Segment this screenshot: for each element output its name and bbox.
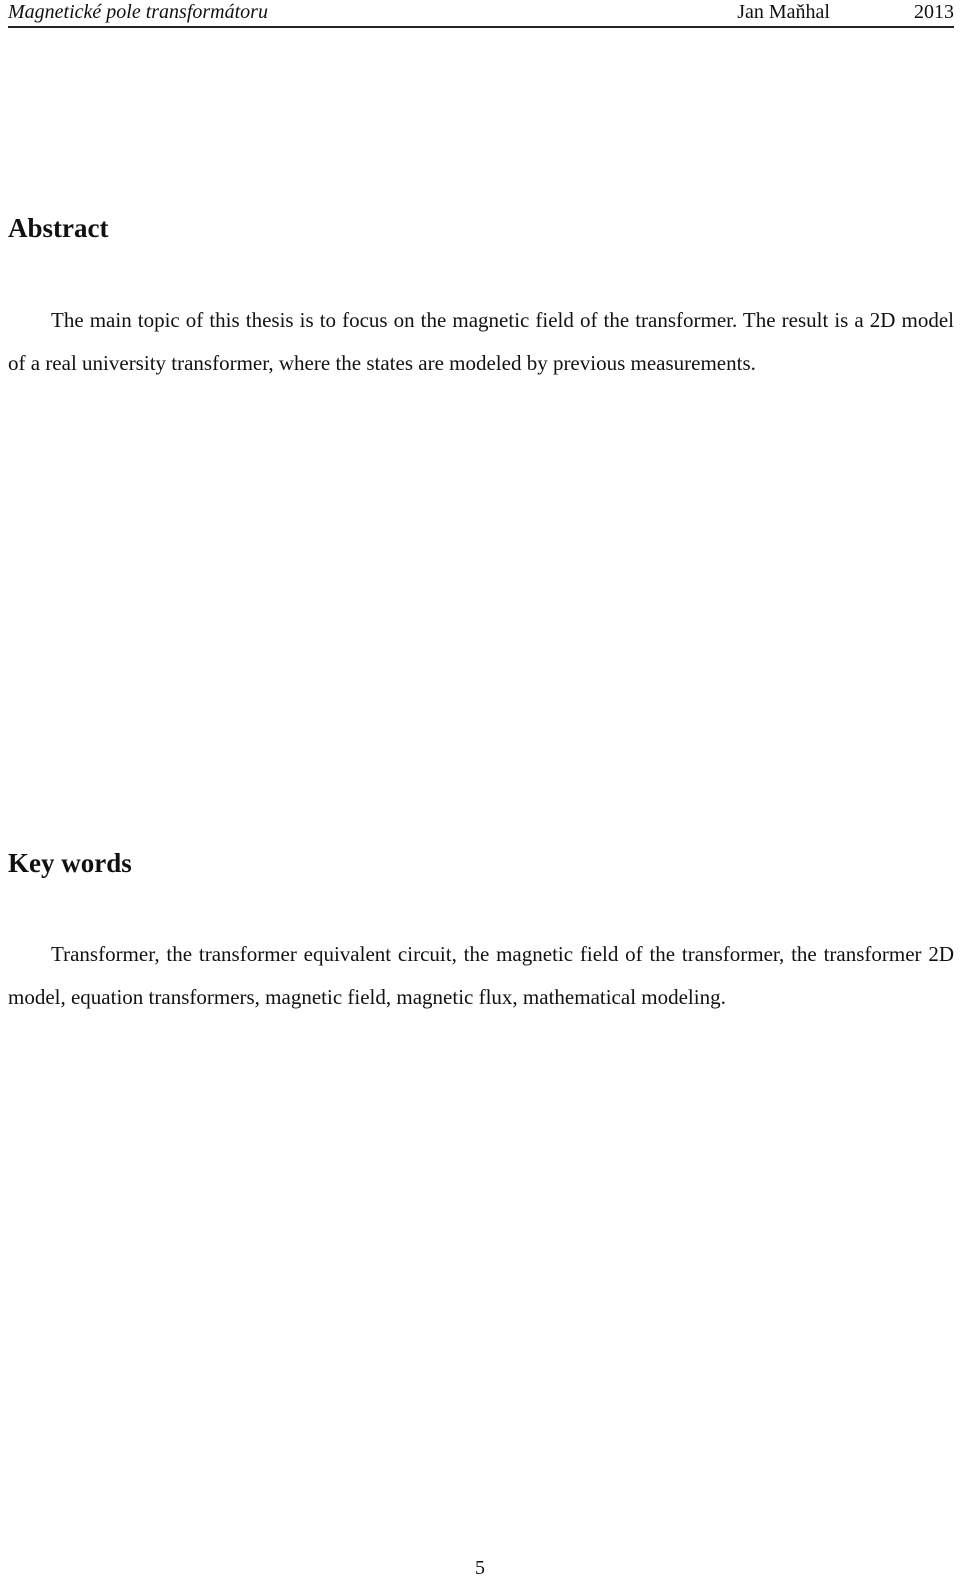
header-thesis-title: Magnetické pole transformátoru [8,1,268,23]
header-author: Jan Maňhal [737,1,830,23]
running-header [8,0,954,28]
abstract-paragraph: The main topic of this thesis is to focus on the magnetic field of the transformer. The result is a 2D model of a real university transformer, where the states are modeled by previous measurements. [8,308,954,375]
header-year: 2013 [914,1,954,23]
keywords-heading: Key words [8,848,132,878]
page-number: 5 [475,1557,485,1579]
keywords-paragraph: Transformer, the transformer equivalent circuit, the magnetic field of the transformer, the transformer 2D model, equation transformers, magnetic field, magnetic flux, mathematical modeling. [8,942,954,1009]
abstract-heading: Abstract [8,213,109,243]
header-author-year [737,1,954,24]
